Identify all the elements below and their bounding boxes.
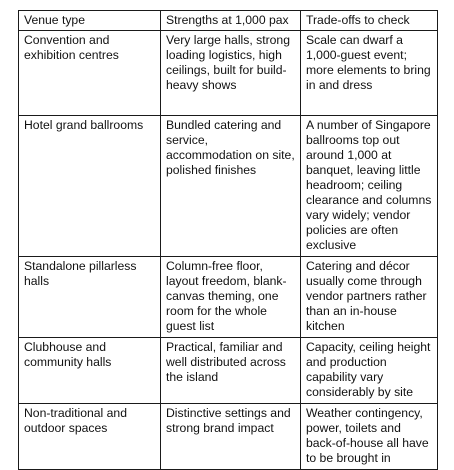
table-row [19, 31, 438, 116]
venue-comparison-table [18, 10, 438, 470]
header-strengths: Strengths at 1,000 pax [161, 11, 301, 31]
strengths-cell: Distinctive settings and strong brand impact [161, 404, 301, 470]
table-header-row [19, 11, 438, 31]
strengths-cell: Very large halls, strong loading logistics, high ceilings, built for build-heavy shows [161, 31, 301, 116]
strengths-cell: Practical, familiar and well distributed across the island [161, 338, 301, 404]
table-row [19, 257, 438, 338]
venue-type-cell: Convention and exhibition centres [19, 31, 161, 116]
strengths-cell: Column-free floor, layout freedom, blank-canvas theming, one room for the whole guest list [161, 257, 301, 338]
header-tradeoffs: Trade-offs to check [301, 11, 438, 31]
tradeoffs-cell: Catering and décor usually come through vendor partners rather than an in-house kitchen [301, 257, 438, 338]
tradeoffs-cell: A number of Singapore ballrooms top out around 1,000 at banquet, leaving little headroom; ceiling clearance and columns vary widely; vendor policies are often exclusive [301, 116, 438, 257]
venue-type-cell: Clubhouse and community halls [19, 338, 161, 404]
tradeoffs-cell: Weather contingency, power, toilets and back-of-house all have to be brought in [301, 404, 438, 470]
table-row [19, 116, 438, 257]
venue-type-cell: Hotel grand ballrooms [19, 116, 161, 257]
tradeoffs-cell: Capacity, ceiling height and production capability vary considerably by site [301, 338, 438, 404]
strengths-cell: Bundled catering and service, accommodation on site, polished finishes [161, 116, 301, 257]
header-venue-type: Venue type [19, 11, 161, 31]
venue-type-cell: Standalone pillarless halls [19, 257, 161, 338]
table-row [19, 338, 438, 404]
venue-type-cell: Non-traditional and outdoor spaces [19, 404, 161, 470]
table-row [19, 404, 438, 470]
tradeoffs-cell: Scale can dwarf a 1,000-guest event; more elements to bring in and dress [301, 31, 438, 116]
